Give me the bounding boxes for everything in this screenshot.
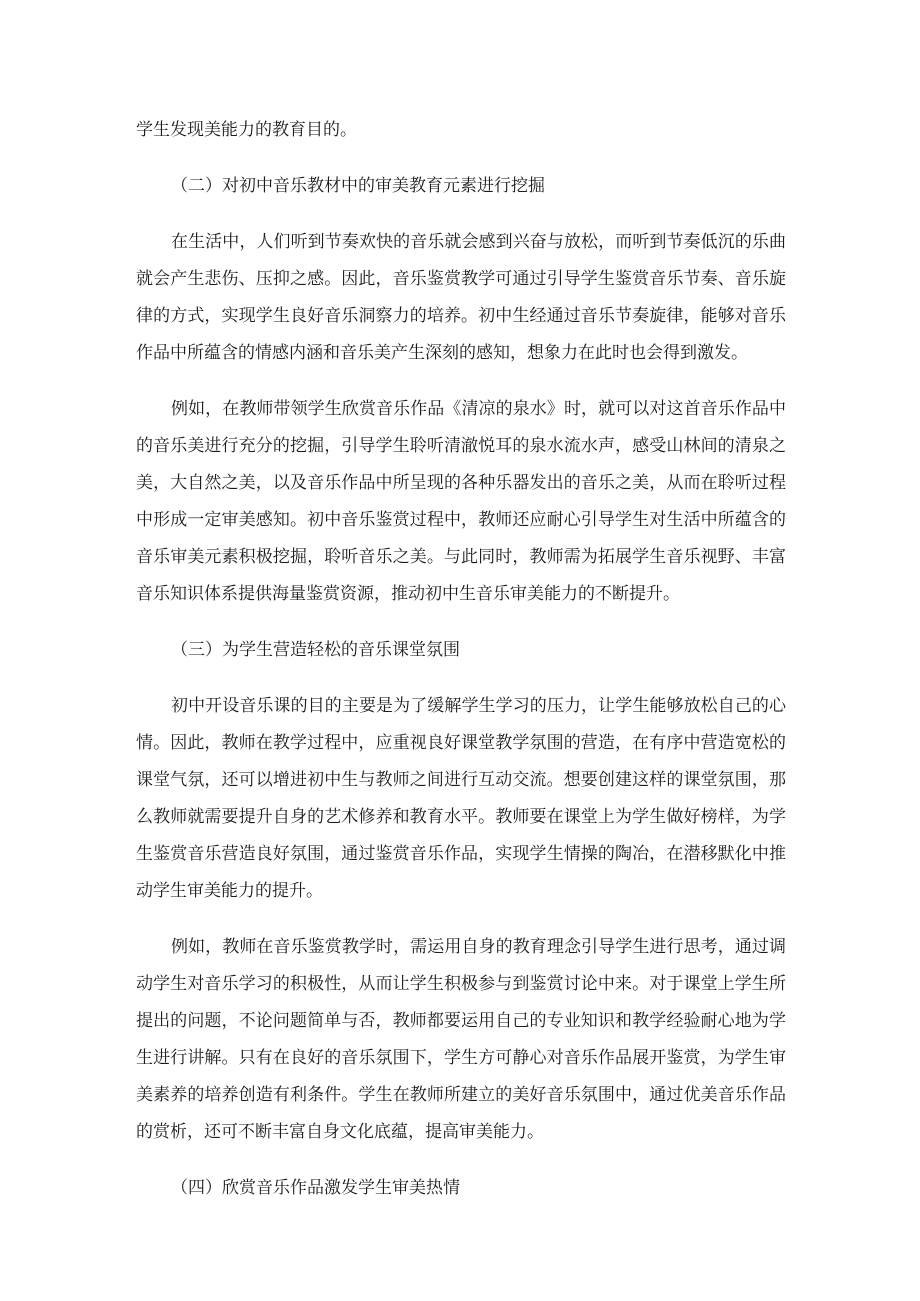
text-line: 学生发现美能力的教育目的。 (136, 120, 357, 140)
text-line: 么教师就需要提升自身的艺术修养和教育水平。教师要在课堂上为学生做好榜样，为学 (136, 807, 786, 827)
text-line: 生鉴赏音乐营造良好氛围，通过鉴赏音乐作品，实现学生情操的陶冶，在潜移默化中推 (136, 844, 786, 864)
text-line: 的音乐美进行充分的挖掘，引导学生聆听清澈悦耳的泉水流水声，感受山林间的清泉之 (136, 436, 786, 456)
text-line: 动学生审美能力的提升。 (136, 881, 323, 901)
text-line: 美素养的培养创造有利条件。学生在教师所建立的美好音乐氛围中，通过优美音乐作品 (136, 1085, 786, 1105)
text-line: 例如，在教师带领学生欣赏音乐作品《清凉的泉水》时，就可以对这首音乐作品中 (171, 399, 786, 419)
text-line: 中形成一定审美感知。初中音乐鉴赏过程中，教师还应耐心引导学生对生活中所蕴含的 (136, 510, 786, 530)
text-line: 音乐审美元素积极挖掘，聆听音乐之美。与此同时，教师需为拓展学生音乐视野、丰富 (136, 547, 786, 567)
text-line: 例如，教师在音乐鉴赏教学时，需运用自身的教育理念引导学生进行思考，通过调 (171, 937, 786, 957)
text-line: 课堂气氛，还可以增进初中生与教师之间进行互动交流。想要创建这样的课堂氛围，那 (136, 770, 786, 790)
text-line: 就会产生悲伤、压抑之感。因此，音乐鉴赏教学可通过引导学生鉴赏音乐节奏、音乐旋 (136, 269, 786, 289)
section-heading: （二）对初中音乐教材中的审美教育元素进行挖掘 (171, 176, 545, 196)
text-line: 情。因此，教师在教学过程中，应重视良好课堂教学氛围的营造，在有序中营造宽松的 (136, 733, 786, 753)
text-line: 生进行讲解。只有在良好的音乐氛围下，学生方可静心对音乐作品展开鉴赏，为学生审 (136, 1048, 786, 1068)
section-heading: （四）欣赏音乐作品激发学生审美热情 (171, 1178, 460, 1198)
text-line: 音乐知识体系提供海量鉴赏资源，推动初中生音乐审美能力的不断提升。 (136, 584, 680, 604)
text-line: 在生活中，人们听到节奏欢快的音乐就会感到兴奋与放松，而听到节奏低沉的乐曲 (171, 232, 786, 252)
section-heading: （三）为学生营造轻松的音乐课堂氛围 (171, 640, 460, 660)
text-line: 初中开设音乐课的目的主要是为了缓解学生学习的压力，让学生能够放松自己的心 (171, 696, 786, 716)
text-line: 美，大自然之美，以及音乐作品中所呈现的各种乐器发出的音乐之美，从而在聆听过程 (136, 473, 786, 493)
text-line: 的赏析，还可不断丰富自身文化底蕴，提高审美能力。 (136, 1122, 544, 1142)
text-line: 动学生对音乐学习的积极性，从而让学生积极参与到鉴赏讨论中来。对于课堂上学生所 (136, 974, 786, 994)
text-line: 提出的问题，不论问题简单与否，教师都要运用自己的专业知识和教学经验耐心地为学 (136, 1011, 786, 1031)
text-line: 律的方式，实现学生良好音乐洞察力的培养。初中生经通过音乐节奏旋律，能够对音乐 (136, 306, 786, 326)
text-line: 作品中所蕴含的情感内涵和音乐美产生深刻的感知，想象力在此时也会得到激发。 (136, 343, 748, 363)
